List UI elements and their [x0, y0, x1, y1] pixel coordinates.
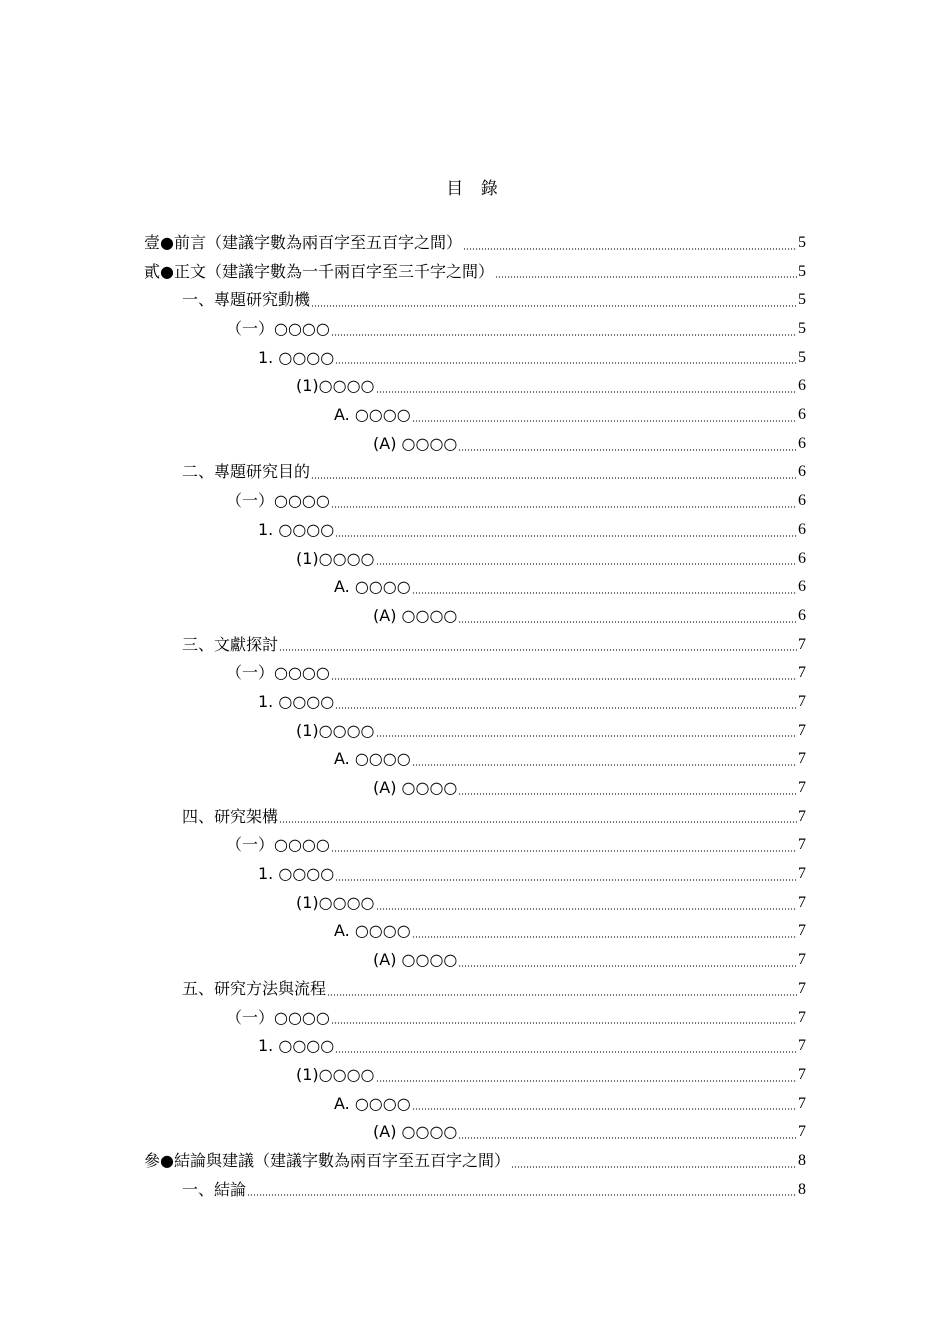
toc-entry-label: (1)○○○○ — [296, 376, 375, 396]
toc-entry-label: (1)○○○○ — [296, 548, 375, 568]
dot-leader — [412, 936, 797, 938]
toc-entry[interactable] — [144, 659, 806, 688]
toc-entry[interactable] — [144, 1032, 806, 1061]
dot-leader — [376, 908, 797, 910]
toc-entry-label: A. ○○○○ — [334, 577, 411, 597]
toc-entry-label: (A) ○○○○ — [373, 950, 458, 970]
toc-entry-label: A. ○○○○ — [334, 1093, 411, 1113]
dot-leader — [247, 1194, 797, 1196]
toc-entry-label: A. ○○○○ — [334, 405, 411, 425]
toc-entry-page-number: 7 — [798, 1037, 806, 1055]
toc-entry-label: 1. ○○○○ — [258, 519, 335, 539]
toc-entry-page-number: 6 — [798, 434, 806, 452]
dot-leader — [331, 678, 797, 680]
toc-entry[interactable] — [144, 372, 806, 401]
toc-entry-page-number: 7 — [798, 664, 806, 682]
dot-leader — [412, 1108, 797, 1110]
dot-leader — [335, 879, 797, 881]
toc-entry-page-number: 7 — [798, 951, 806, 969]
dot-leader — [376, 735, 797, 737]
toc-entry-page-number: 6 — [798, 492, 806, 510]
toc-entry-page-number: 6 — [798, 549, 806, 567]
toc-entry-label: （一）○○○○ — [226, 1007, 330, 1027]
toc-entry-page-number: 5 — [798, 262, 806, 280]
dot-leader — [376, 391, 797, 393]
dot-leader — [335, 707, 797, 709]
toc-entry[interactable] — [144, 229, 806, 258]
toc-entry-page-number: 6 — [798, 406, 806, 424]
toc-entry-page-number: 6 — [798, 606, 806, 624]
dot-leader — [279, 821, 797, 823]
toc-entry-label: (1)○○○○ — [296, 1064, 375, 1084]
toc-entry-page-number: 7 — [798, 807, 806, 825]
dot-leader — [335, 535, 797, 537]
toc-entry[interactable] — [144, 573, 806, 602]
toc-entry-label: (A) ○○○○ — [373, 1122, 458, 1142]
dot-leader — [458, 793, 797, 795]
toc-entry[interactable] — [144, 946, 806, 975]
toc-entry[interactable] — [144, 745, 806, 774]
toc-entry-page-number: 5 — [798, 320, 806, 338]
toc-entry[interactable] — [144, 1061, 806, 1090]
toc-entry-label: 壹●前言（建議字數為兩百字至五百字之間） — [144, 232, 462, 252]
dot-leader — [279, 649, 797, 651]
toc-entry[interactable] — [144, 1118, 806, 1147]
toc-entry-label: (A) ○○○○ — [373, 778, 458, 798]
toc-entry[interactable] — [144, 889, 806, 918]
dot-leader — [335, 1051, 797, 1053]
toc-entry-page-number: 5 — [798, 233, 806, 251]
toc-entry-label: (A) ○○○○ — [373, 605, 458, 625]
dot-leader — [311, 477, 797, 479]
toc-entry[interactable] — [144, 430, 806, 459]
dot-leader — [335, 362, 797, 364]
toc-entry-page-number: 7 — [798, 1094, 806, 1112]
toc-entry-page-number: 7 — [798, 779, 806, 797]
dot-leader — [331, 334, 797, 336]
toc-entry-label: (A) ○○○○ — [373, 433, 458, 453]
dot-leader — [331, 850, 797, 852]
toc-entry-label: 貳●正文（建議字數為一千兩百字至三千字之間） — [144, 261, 494, 281]
toc-entry[interactable] — [144, 344, 806, 373]
toc-entry-label: 三、文獻探討 — [182, 634, 279, 654]
dot-leader — [327, 994, 797, 996]
toc-entry[interactable] — [144, 803, 806, 832]
toc-entry-page-number: 7 — [798, 893, 806, 911]
toc-entry[interactable] — [144, 1147, 806, 1176]
toc-entry-page-number: 7 — [798, 1008, 806, 1026]
dot-leader — [511, 1166, 797, 1168]
toc-entry-label: (1)○○○○ — [296, 892, 375, 912]
toc-entry[interactable] — [144, 1090, 806, 1119]
toc-entry[interactable] — [144, 1176, 806, 1205]
toc-entry[interactable] — [144, 774, 806, 803]
toc-entry-page-number: 6 — [798, 578, 806, 596]
toc-entry-page-number: 7 — [798, 922, 806, 940]
toc-entry[interactable] — [144, 631, 806, 660]
toc-entry-page-number: 5 — [798, 348, 806, 366]
toc-entry[interactable] — [144, 602, 806, 631]
toc-entry-label: 一、專題研究動機 — [182, 290, 311, 310]
toc-entry[interactable] — [144, 860, 806, 889]
toc-entry-label: （一）○○○○ — [226, 835, 330, 855]
toc-entry[interactable] — [144, 487, 806, 516]
toc-entry[interactable] — [144, 975, 806, 1004]
toc-entry[interactable] — [144, 688, 806, 717]
toc-entry-page-number: 7 — [798, 750, 806, 768]
toc-entry[interactable] — [144, 286, 806, 315]
toc-entry-label: 1. ○○○○ — [258, 691, 335, 711]
toc-title: 目 錄 — [446, 179, 504, 199]
toc-entry-page-number: 7 — [798, 1123, 806, 1141]
toc-entry-label: (1)○○○○ — [296, 720, 375, 740]
toc-entry[interactable] — [144, 516, 806, 545]
toc-entry-label: 二、專題研究目的 — [182, 462, 311, 482]
dot-leader — [458, 621, 797, 623]
toc-entry[interactable] — [144, 258, 806, 287]
toc-entry-label: 1. ○○○○ — [258, 864, 335, 884]
toc-entry-label: （一）○○○○ — [226, 491, 330, 511]
toc-entry-label: （一）○○○○ — [226, 319, 330, 339]
dot-leader — [331, 1022, 797, 1024]
toc-entry-page-number: 7 — [798, 1065, 806, 1083]
toc-entry-page-number: 7 — [798, 865, 806, 883]
dot-leader — [412, 764, 797, 766]
toc-entry-label: 1. ○○○○ — [258, 1036, 335, 1056]
toc-entry[interactable] — [144, 717, 806, 746]
dot-leader — [311, 305, 797, 307]
toc-entry-page-number: 6 — [798, 463, 806, 481]
dot-leader — [412, 420, 797, 422]
toc-entry-page-number: 7 — [798, 836, 806, 854]
dot-leader — [376, 563, 797, 565]
toc-entry[interactable] — [144, 315, 806, 344]
toc-entry-label: （一）○○○○ — [226, 663, 330, 683]
dot-leader — [331, 506, 797, 508]
toc-entry[interactable] — [144, 545, 806, 574]
dot-leader — [495, 276, 797, 278]
dot-leader — [458, 1137, 797, 1139]
dot-leader — [412, 592, 797, 594]
toc-entry-page-number: 6 — [798, 520, 806, 538]
toc-entry[interactable] — [144, 831, 806, 860]
toc-entry[interactable] — [144, 459, 806, 488]
toc-entry-page-number: 7 — [798, 635, 806, 653]
toc-entry-label: 參●結論與建議（建議字數為兩百字至五百字之間） — [144, 1150, 510, 1170]
toc-entry-page-number: 8 — [798, 1180, 806, 1198]
toc-entry-page-number: 8 — [798, 1151, 806, 1169]
toc-entry-page-number: 7 — [798, 721, 806, 739]
dot-leader — [376, 1080, 797, 1082]
toc-entry-label: 1. ○○○○ — [258, 347, 335, 367]
toc-entry-page-number: 7 — [798, 979, 806, 997]
dot-leader — [458, 449, 797, 451]
toc-entry[interactable] — [144, 401, 806, 430]
dot-leader — [463, 248, 797, 250]
dot-leader — [458, 965, 797, 967]
toc-entry-label: A. ○○○○ — [334, 921, 411, 941]
toc-entry-label: 一、結論 — [182, 1179, 247, 1199]
toc-entry-page-number: 7 — [798, 692, 806, 710]
toc-entry-page-number: 5 — [798, 291, 806, 309]
toc-entry-label: 五、研究方法與流程 — [182, 978, 327, 998]
toc-entry[interactable] — [144, 1004, 806, 1033]
toc-entry-page-number: 6 — [798, 377, 806, 395]
toc-entry-label: A. ○○○○ — [334, 749, 411, 769]
toc-entry-label: 四、研究架構 — [182, 806, 279, 826]
toc-list — [144, 229, 806, 1204]
toc-entry[interactable] — [144, 918, 806, 947]
